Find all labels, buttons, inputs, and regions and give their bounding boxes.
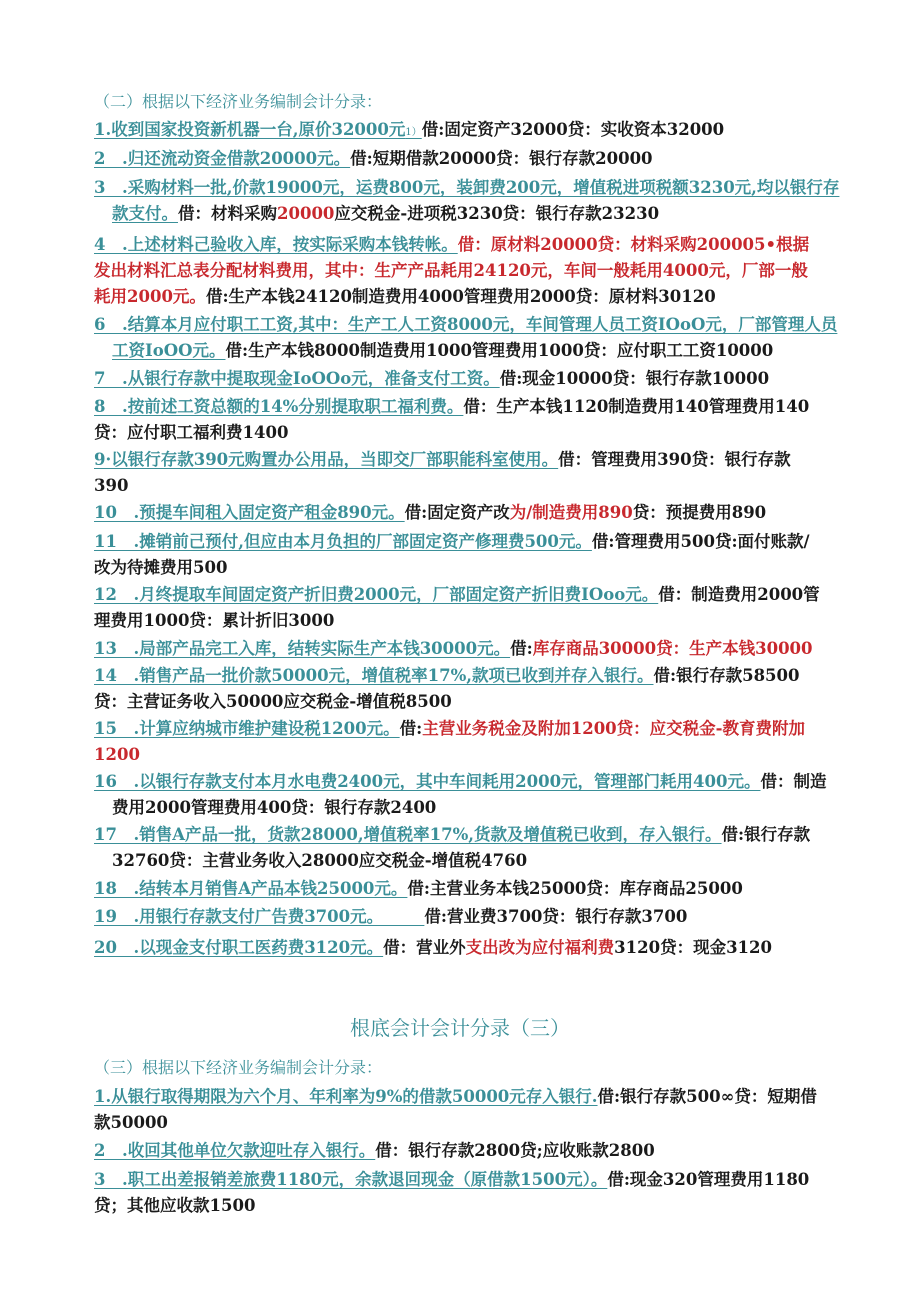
entry-13: 13 .局部产品完工入库，结转实际生产本钱30000元。借:库存商品30000贷：生产本钱30000 xyxy=(94,639,813,658)
entry-3: 3 .采购材料一批,价款19000元，运费800元，装卸费200元，增值税进项税额3230元,均以银行存款支付。借：材料采购20000应交税金-进项税3230贷：银行存款23230 xyxy=(94,178,840,223)
entry-15: 15 .计算应纳城市维护建设税1200元。借:主营业务税金及附加1200贷：应交税金-教育费附加1200 xyxy=(94,719,806,764)
entry-1: 1.收到国家投资新机器一台,原价32000元1）借:固定资产32000贷：实收资本32000 xyxy=(94,120,725,139)
entry-6: 6 .结算本月应付职工工资,其中：生产工人工资8000元，车间管理人员工资IOoO元，厂部管理人员工资IoOO元。借:生产本钱8000制造费用1000管理费用1000贷：应付职工工资10000 xyxy=(94,315,838,360)
entry-19: 19 .用银行存款支付广告费3700元。 借:营业费3700贷：银行存款3700 xyxy=(94,907,688,926)
entry-7: 7 .从银行存款中提取现金IoOOo元，准备支付工资。借:现金10000贷：银行存款10000 xyxy=(94,369,770,388)
entry-17: 17 .销售A产品一批，货款28000,增值税率17%,货款及增值税已收到，存入银行。借:银行存款32760贷：主营业务收入28000应交税金-增值税4760 xyxy=(94,825,811,870)
entry-11: 11 .摊销前己预付,但应由本月负担的厂部固定资产修理费500元。借:管理费用500贷:面付账款/改为待摊费用500 xyxy=(94,532,810,577)
entry-18: 18 .结转本月销售A产品本钱25000元。借:主营业务本钱25000贷：库存商品25000 xyxy=(94,879,743,898)
section3-heading: （三）根据以下经济业务编制会计分录： xyxy=(94,1058,383,1077)
entry-12: 12 .月终提取车间固定资产折旧费2000元，厂部固定资产折旧费IOoo元。借：制造费用2000管理费用1000贷：累计折旧3000 xyxy=(94,585,820,630)
entry-s3-1: 1.从银行取得期限为六个月、年利率为9%的借款50000元存入银行.借:银行存款500∞贷：短期借款50000 xyxy=(94,1087,817,1132)
entry-4-5: 4 .上述材料己验收入库，按实际采购本钱转帐。借：原材料20000贷：材料采购200005•根据发出材料汇总表分配材料费用，其中：生产产品耗用24120元，车间一般耗用4000元，厂部一般耗用2000元。借:生产本钱24120制造费用4000管理费用2000贷：原材料30120 xyxy=(94,235,810,306)
entry-s3-2: 2 .收回其他单位欠款迎吐存入银行。借：银行存款2800贷;应收账款2800 xyxy=(94,1141,655,1160)
entry-9: 9·以银行存款390元购置办公用品，当即交厂部职能科室使用。借：管理费用390贷：银行存款390 xyxy=(94,450,791,495)
entry-16: 16 .以银行存款支付本月水电费2400元，其中车间耗用2000元，管理部门耗用400元。借：制造费用2000管理费用400贷：银行存款2400 xyxy=(94,772,827,817)
entry-s3-3: 3 .职工出差报销差旅费1180元，余款退回现金（原借款1500元）。借:现金320管理费用1180贷；其他应收款1500 xyxy=(94,1170,810,1215)
section2-heading: （二）根据以下经济业务编制会计分录： xyxy=(94,92,383,111)
entry-2: 2 .归还流动资金借款20000元。借:短期借款20000贷：银行存款20000 xyxy=(94,149,653,168)
entry-20: 20 .以现金支付职工医药费3120元。借：营业外支出改为应付福利费3120贷：现金3120 xyxy=(94,938,772,957)
entry-10: 10 .预提车间租入固定资产租金890元。借:固定资产改为/制造费用890贷：预提费用890 xyxy=(94,503,767,522)
section3-title: 根底会计会计分录（三） xyxy=(350,1016,570,1040)
entry-8: 8 .按前述工资总额的14%分别提取职工福利费。借：生产本钱1120制造费用140管理费用140贷：应付职工福利费1400 xyxy=(94,397,810,442)
entry-14: 14 .销售产品一批价款50000元，增值税率17%,款项已收到并存入银行。借:银行存款58500贷：主营证务收入50000应交税金-增值税8500 xyxy=(94,666,800,711)
